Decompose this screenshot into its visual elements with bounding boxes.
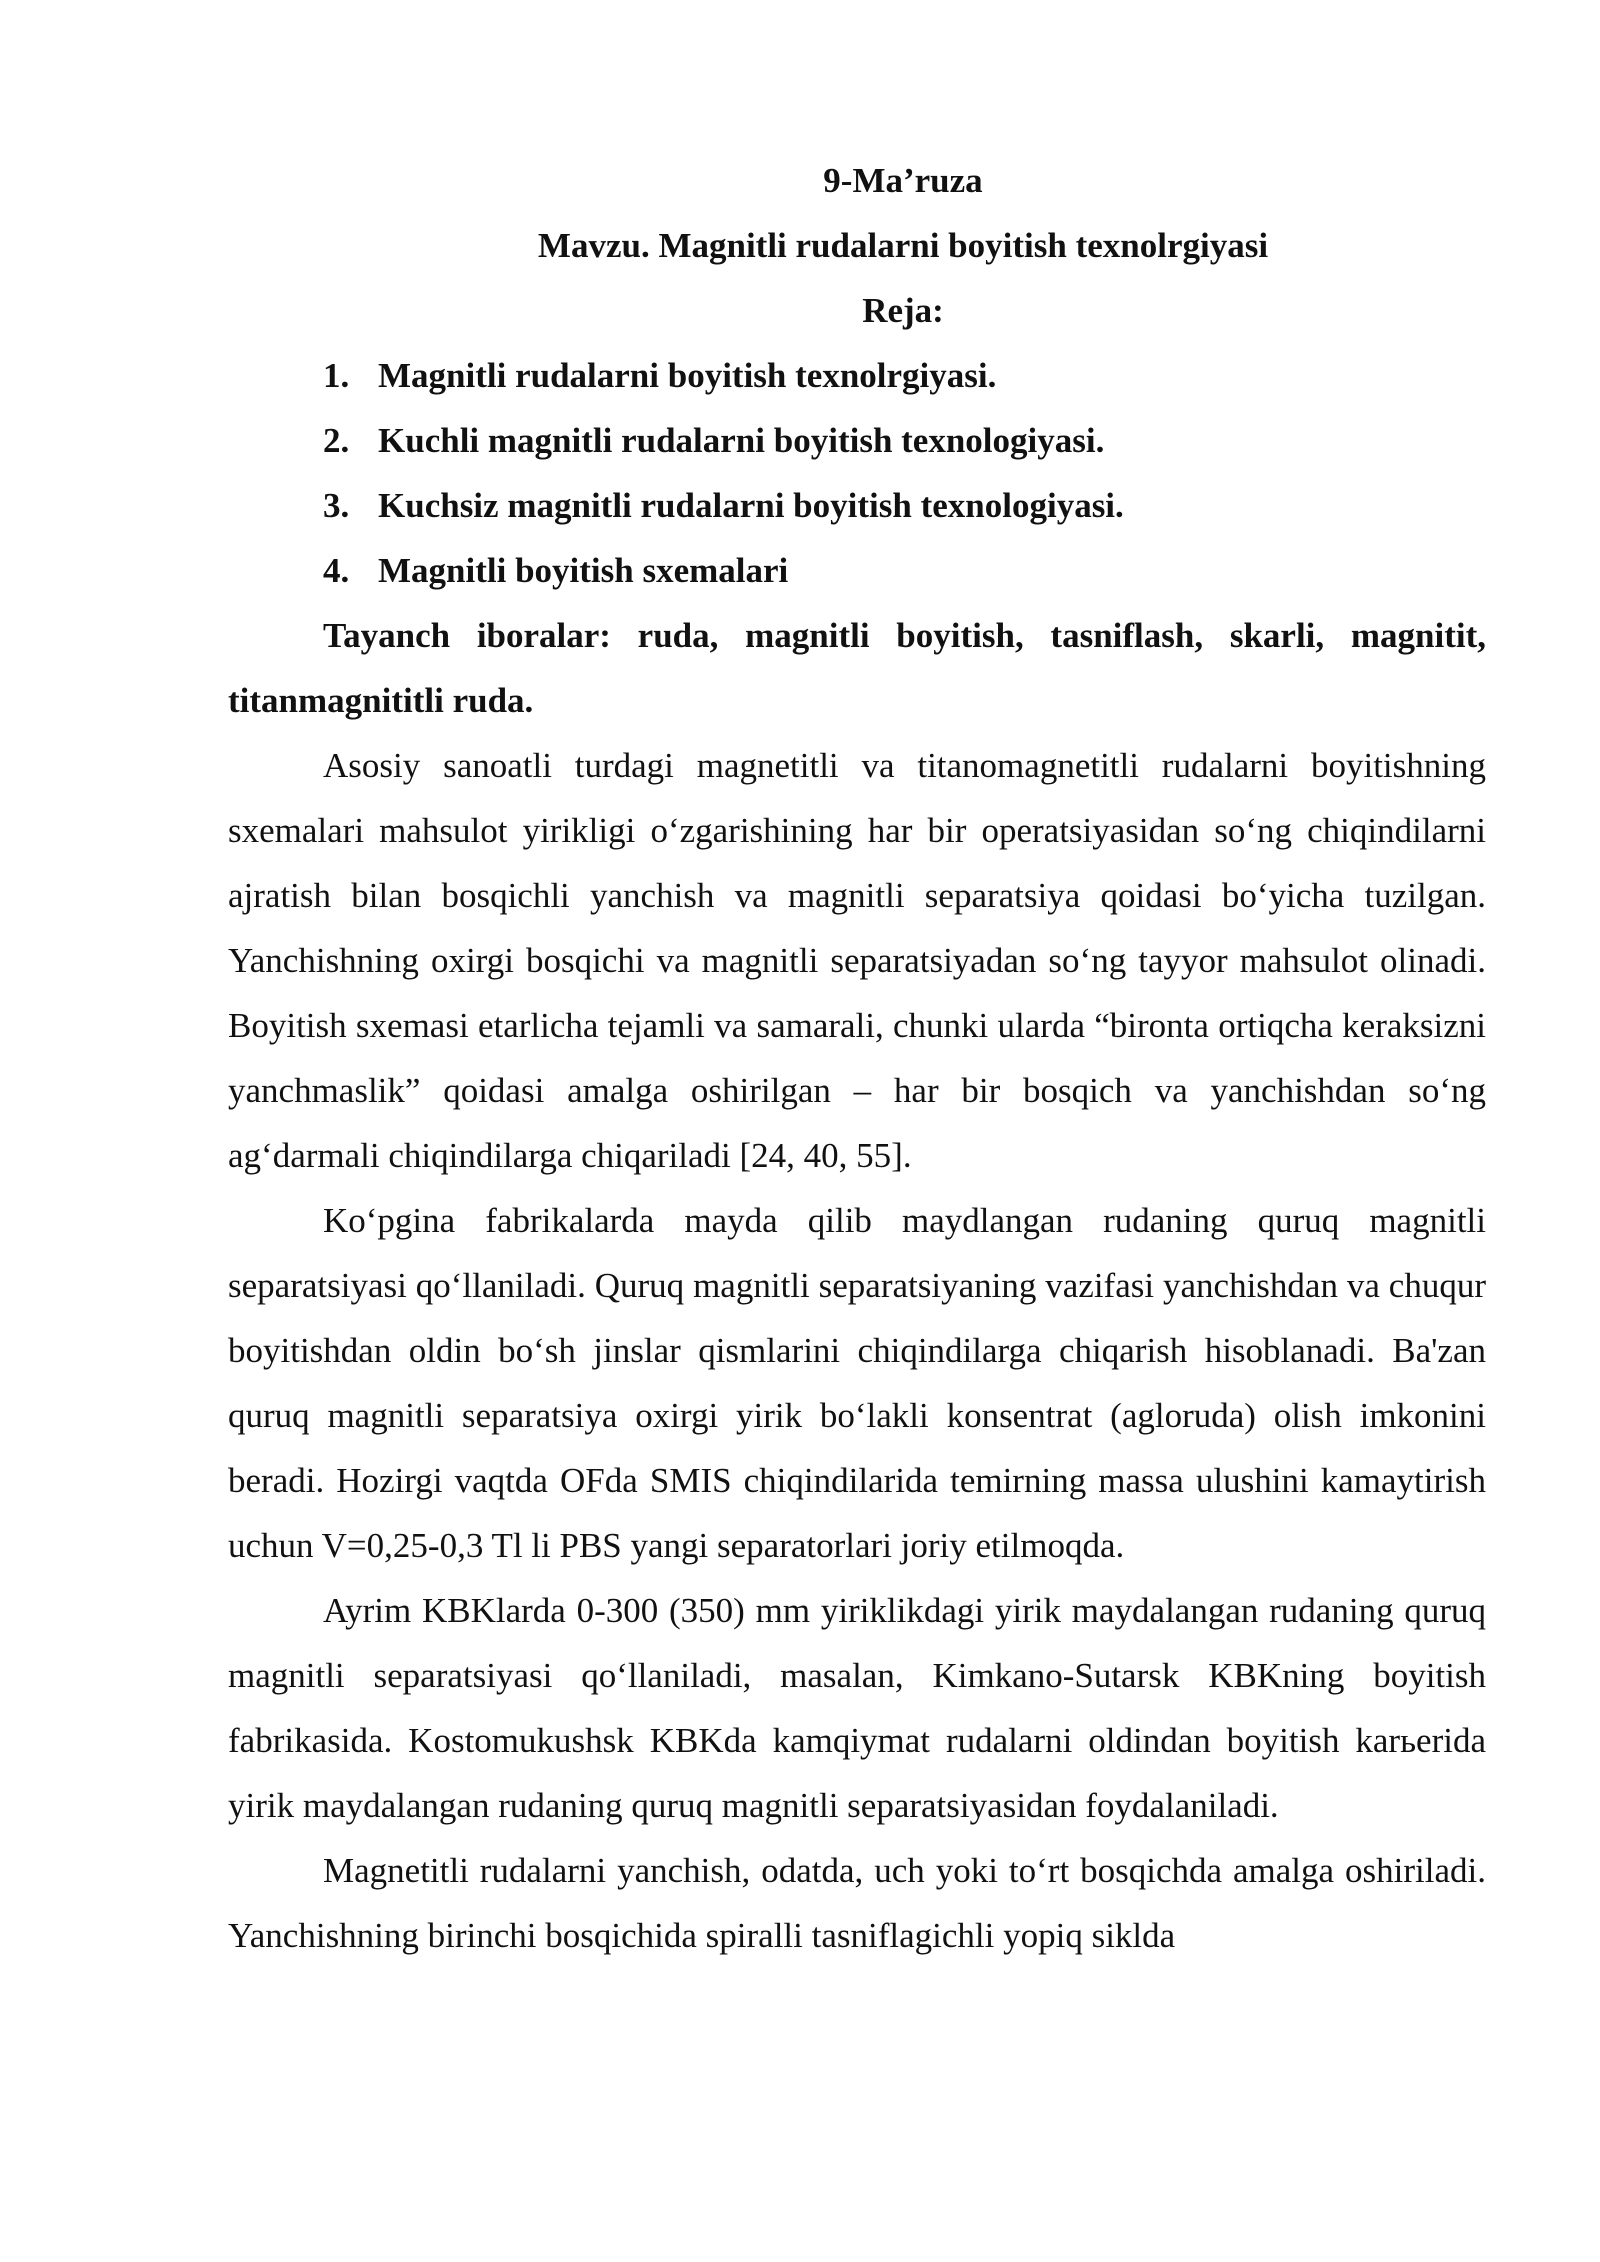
body-paragraph: Magnetitli rudalarni yanchish, odatda, uch yoki to‘rt bosqichda amalga oshiriladi. Yanchishning birinchi bosqichida spiralli tasniflagichli yopiq siklda (228, 1851, 1486, 1955)
plan-item-text: Kuchli magnitli rudalarni boyitish texnologiyasi. (378, 421, 1105, 460)
lecture-topic: Mavzu. Magnitli rudalarni boyitish texnolrgiyasi (537, 226, 1269, 265)
plan-list (228, 343, 1486, 603)
plan-item (228, 343, 1486, 408)
plan-item-text: Magnitli boyitish sxemalari (378, 551, 789, 590)
plan-item-number: 4. (323, 551, 350, 590)
plan-title: Reja: (862, 291, 944, 330)
plan-item (228, 538, 1486, 603)
plan-item-number: 3. (323, 486, 350, 525)
body-paragraph: Ko‘pgina fabrikalarda mayda qilib maydlangan rudaning quruq magnitli separatsiyasi qo‘llaniladi. Quruq magnitli separatsiyaning vazifasi yanchishdan va chuqur boyitishdan oldin bo‘sh jinslar qismlarini chiqindilarga chiqarish hisoblanadi. Ba'zan quruq magnitli separatsiya oxirgi yirik bo‘lakli konsentrat (agloruda) olish imkonini beradi. Hozirgi vaqtda OFda SMIS chiqindilarida temirning massa ulushini kamaytirish uchun V=0,25-0,3 Tl li PBS yangi separatorlari joriy etilmoqda. (228, 1201, 1486, 1565)
body-paragraph: Ayrim KBKlarda 0-300 (350) mm yiriklikdagi yirik maydalangan rudaning quruq magnitli separatsiyasi qo‘llaniladi, masalan, Kimkano-Sutarsk KBKning boyitish fabrikasida. Kostomukushsk KBKda kamqiymat rudalarni oldindan boyitish karьerida yirik maydalangan rudaning quruq magnitli separatsiyasidan foydalaniladi. (228, 1591, 1486, 1825)
plan-item-number: 2. (323, 421, 350, 460)
document-body (228, 148, 1486, 1968)
plan-item (228, 473, 1486, 538)
plan-item-number: 1. (323, 356, 350, 395)
plan-item-text: Kuchsiz magnitli rudalarni boyitish texnologiyasi. (378, 486, 1124, 525)
lecture-number: 9-Ma’ruza (823, 161, 983, 200)
keywords-paragraph: Tayanch iboralar: ruda, magnitli boyitish, tasniflash, skarli, magnitit, titanmagnititli ruda. (228, 616, 1486, 720)
plan-item (228, 408, 1486, 473)
plan-item-text: Magnitli rudalarni boyitish texnolrgiyasi. (378, 356, 997, 395)
body-paragraph: Asosiy sanoatli turdagi magnetitli va titanomagnetitli rudalarni boyitishning sxemalari mahsulot yirikligi o‘zgarishining har bir operatsiyasidan so‘ng chiqindilarni ajratish bilan bosqichli yanchish va magnitli separatsiya qoidasi bo‘yicha tuzilgan. Yanchishning oxirgi bosqichi va magnitli separatsiyadan so‘ng tayyor mahsulot olinadi. Boyitish sxemasi etarlicha tejamli va samarali, chunki ularda “bironta ortiqcha keraksizni yanchmaslik” qoidasi amalga oshirilgan – har bir bosqich va yanchishdan so‘ng ag‘darmali chiqindilarga chiqariladi [24, 40, 55]. (228, 746, 1486, 1175)
